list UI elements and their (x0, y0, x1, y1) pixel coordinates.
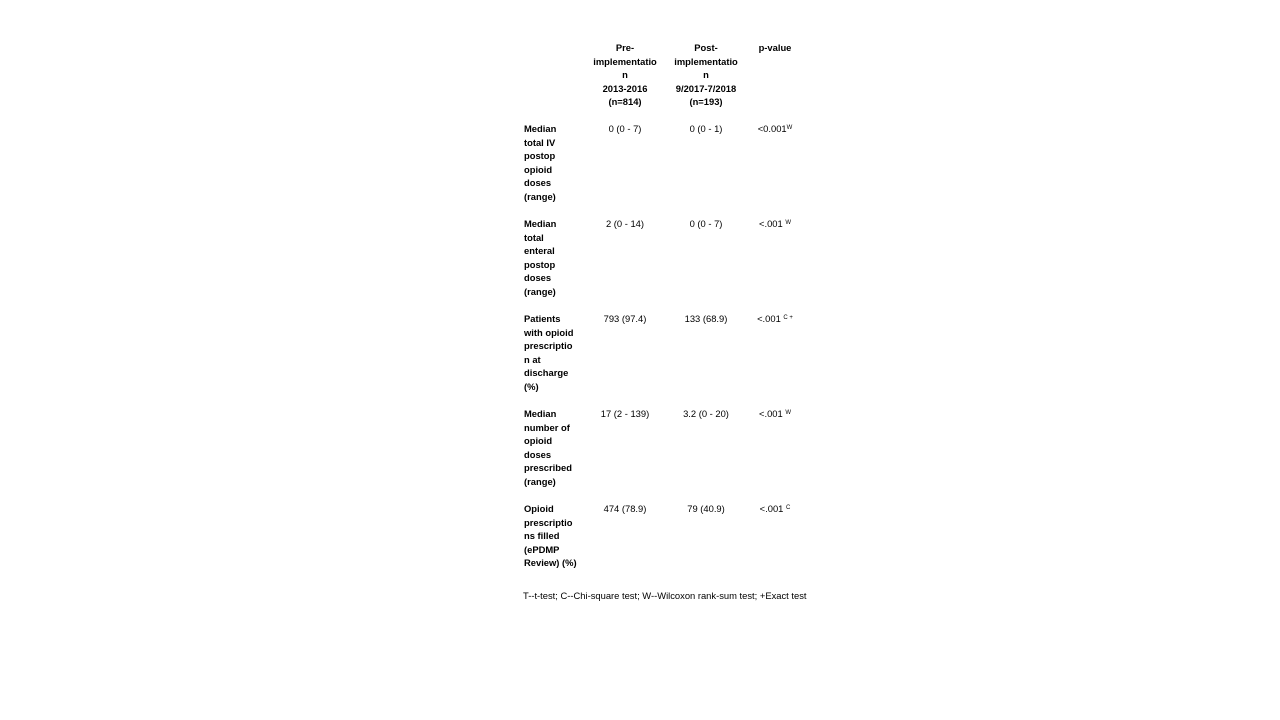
test-superscript: W (785, 410, 791, 416)
post-value: 0 (0 - 7) (689, 218, 723, 229)
row-label: Opioid prescriptio ns filled (ePDMP Review) (%) (524, 503, 577, 568)
p-value (753, 312, 797, 326)
pre-value: 474 (78.9) (603, 503, 647, 514)
test-superscript: W (785, 220, 791, 226)
header-p-value: p-value (758, 42, 792, 53)
row-label: Median number of opioid doses prescribed (range) (524, 408, 572, 487)
p-value-text: <.001 (759, 503, 786, 514)
row-label: Median total enteral postop doses (range) (524, 218, 557, 297)
p-value (753, 502, 797, 516)
p-value (753, 122, 797, 136)
p-value-text: <0.001 (757, 123, 787, 134)
header-pre-implementation: Pre- implementatio n 2013-2016 (n=814) (593, 42, 657, 107)
p-value (753, 217, 797, 231)
pre-value: 0 (0 - 7) (608, 123, 642, 134)
p-value-text: <.001 (759, 218, 786, 229)
test-superscript: C (785, 505, 791, 511)
row-label: Median total IV postop opioid doses (range) (524, 123, 557, 202)
test-superscript: C + (783, 315, 793, 321)
p-value-text: <.001 (757, 313, 784, 324)
post-value: 79 (40.9) (687, 503, 725, 514)
post-value: 133 (68.9) (684, 313, 728, 324)
post-value: 3.2 (0 - 20) (683, 408, 729, 419)
table-footnote: T--t-test; C--Chi-square test; W--Wilcoxon rank-sum test; +Exact test (523, 590, 807, 601)
post-value: 0 (0 - 1) (689, 123, 723, 134)
header-post-implementation: Post- implementatio n 9/2017-7/2018 (n=193) (674, 42, 738, 107)
pre-value: 2 (0 - 14) (605, 218, 645, 229)
pre-value: 793 (97.4) (603, 313, 647, 324)
p-value-text: <.001 (759, 408, 786, 419)
pre-value: 17 (2 - 139) (600, 408, 650, 419)
p-value (753, 407, 797, 421)
row-label: Patients with opioid prescriptio n at discharge (%) (524, 313, 574, 392)
test-superscript: W (786, 125, 793, 131)
